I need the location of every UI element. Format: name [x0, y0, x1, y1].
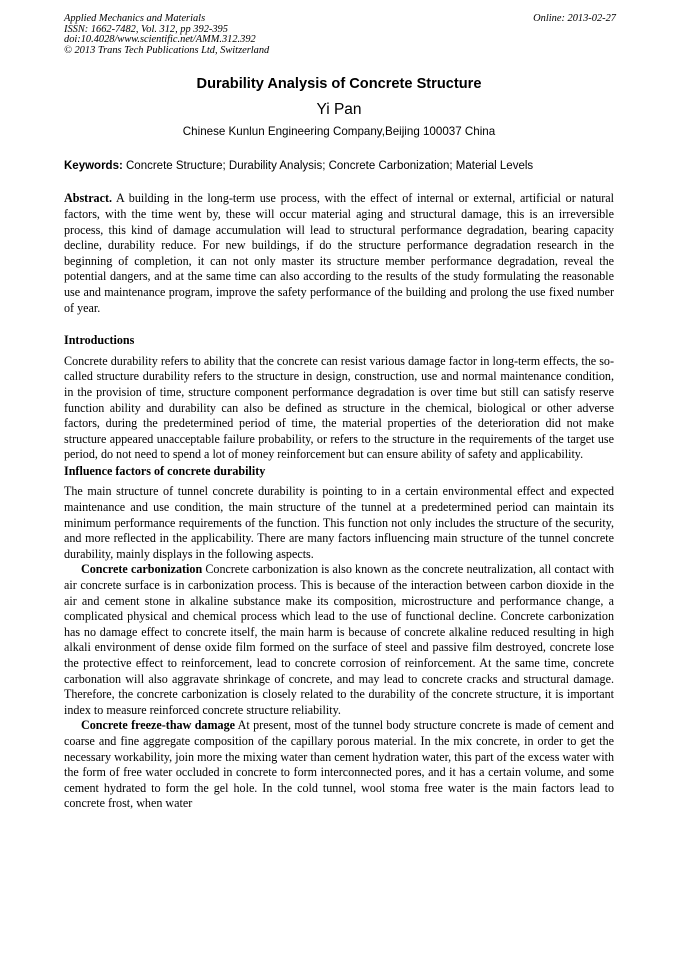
freeze-thaw-text: At present, most of the tunnel body structure concrete is made of cement and coarse and fine aggregate composition of the capillary porous material. In the mix concrete, in order to get the necessary workability, join more the mixing water than cement hydration water, this part of the excess water with the form of free water occluded in concrete to form interconnected pores, and it has a certain volume, and some cement hydrated to form the gel hole. In the cold tunnel, wool stoma free water is the main factors lead to concrete frost, when water: [64, 718, 614, 811]
copyright-line: © 2013 Trans Tech Publications Ltd, Switzerland: [64, 44, 270, 56]
keywords: [64, 159, 614, 173]
paper-title: Durability Analysis of Concrete Structure: [196, 76, 482, 93]
keywords-label: Keywords:: [64, 160, 123, 173]
abstract-text: A building in the long-term use process, with the effect of internal or external, artificial or natural factors, with the time went by, these will occur material aging and structural damage, this is an irreversible process, this kind of damage accumulation will lead to structural performance degradation, bearing capacity decline, durability reduce. For new buildings, if do the structure performance degradation research in the beginning of completion, it can not only master its structure member performance degradation, reveal the potential dangers, and at the same time can also according to the results of the study formulating the reasonable use and maintenance program, improve the safety performance of the building and prolong the use fixed number of year.: [64, 191, 614, 315]
carbonization-paragraph: [64, 562, 614, 718]
influence-factors-intro: The main structure of tunnel concrete durability is pointing to in a certain environmental effect and expected maintenance and use condition, the main structure of the tunnel at a predetermined period can maintain its minimum performance requirements of the function. This function not only includes the structure of the security, and more reflected in the applicability. There are many factors influencing main structure of the tunnel concrete durability, mainly displays in the following aspects.: [64, 484, 614, 561]
journal-name: Applied Mechanics and Materials: [64, 13, 206, 24]
freeze-thaw-paragraph: [64, 718, 614, 812]
section-heading-introductions: Introductions: [64, 333, 135, 348]
introductions-paragraph: Concrete durability refers to ability that the concrete can resist various damage factor in long-term effects, the so-called structure durability refers to the structure in design, construction, use and normal maintenance condition, in the provision of time, structure component performance degradation is over time but still can satisfy reserve function ability and durability can also be defined as structure in the chemical, biological or other adverse factors, during the predetermined period of time, the material properties of the deterioration did not make structure appeared unacceptable failure probability, or refers to the structure in the requirements of the target use period, do not need to spend a lot of money reinforcement but can ensure ability of safety and applicability.: [64, 353, 614, 462]
freeze-thaw-term: Concrete freeze-thaw damage: [81, 718, 235, 733]
doi-line: doi:10.4028/www.scientific.net/AMM.312.392: [64, 34, 256, 46]
section-heading-influence-factors: Influence factors of concrete durability: [64, 463, 266, 478]
paper-page: [64, 14, 614, 812]
carbonization-term: Concrete carbonization: [81, 562, 203, 577]
carbonization-text: Concrete carbonization is also known as the concrete neutralization, all contact with air concrete surface is in carbonization process. This is because of the interaction between carbon dioxide in the air and cement stone in alkaline substance make its composition, microstructure and performance change, a complicated physical and chemical process which lead to the use of functional decline. Concrete carbonization has no damage effect to concrete itself, the main harm is because of concrete alkaline reduced resulting in high alkali environment of dense oxide film formed on the surface of steel and passive film destroyed, concrete lose the protective effect to reinforcement, lead to concrete corrosion of reinforcement. At the same time, concrete carbonation will also aggravate shrinkage of concrete, and may lead to concrete cracks and structural damage. Therefore, the concrete carbonization is closely related to the durability of the concrete structure, it is important index to measure reinforced concrete structure reliability.: [64, 562, 615, 717]
publication-header: [64, 14, 614, 56]
online-date: Online: 2013-02-27: [533, 13, 616, 24]
keywords-list: Concrete Structure; Durability Analysis; Concrete Carbonization; Material Levels: [122, 160, 534, 173]
issn-line: ISSN: 1662-7482, Vol. 312, pp 392-395: [64, 23, 228, 35]
author-affiliation: Chinese Kunlun Engineering Company,Beijing 100037 China: [182, 125, 496, 139]
author-name: Yi Pan: [316, 101, 362, 119]
abstract: [64, 191, 614, 316]
abstract-label: Abstract.: [64, 191, 113, 206]
